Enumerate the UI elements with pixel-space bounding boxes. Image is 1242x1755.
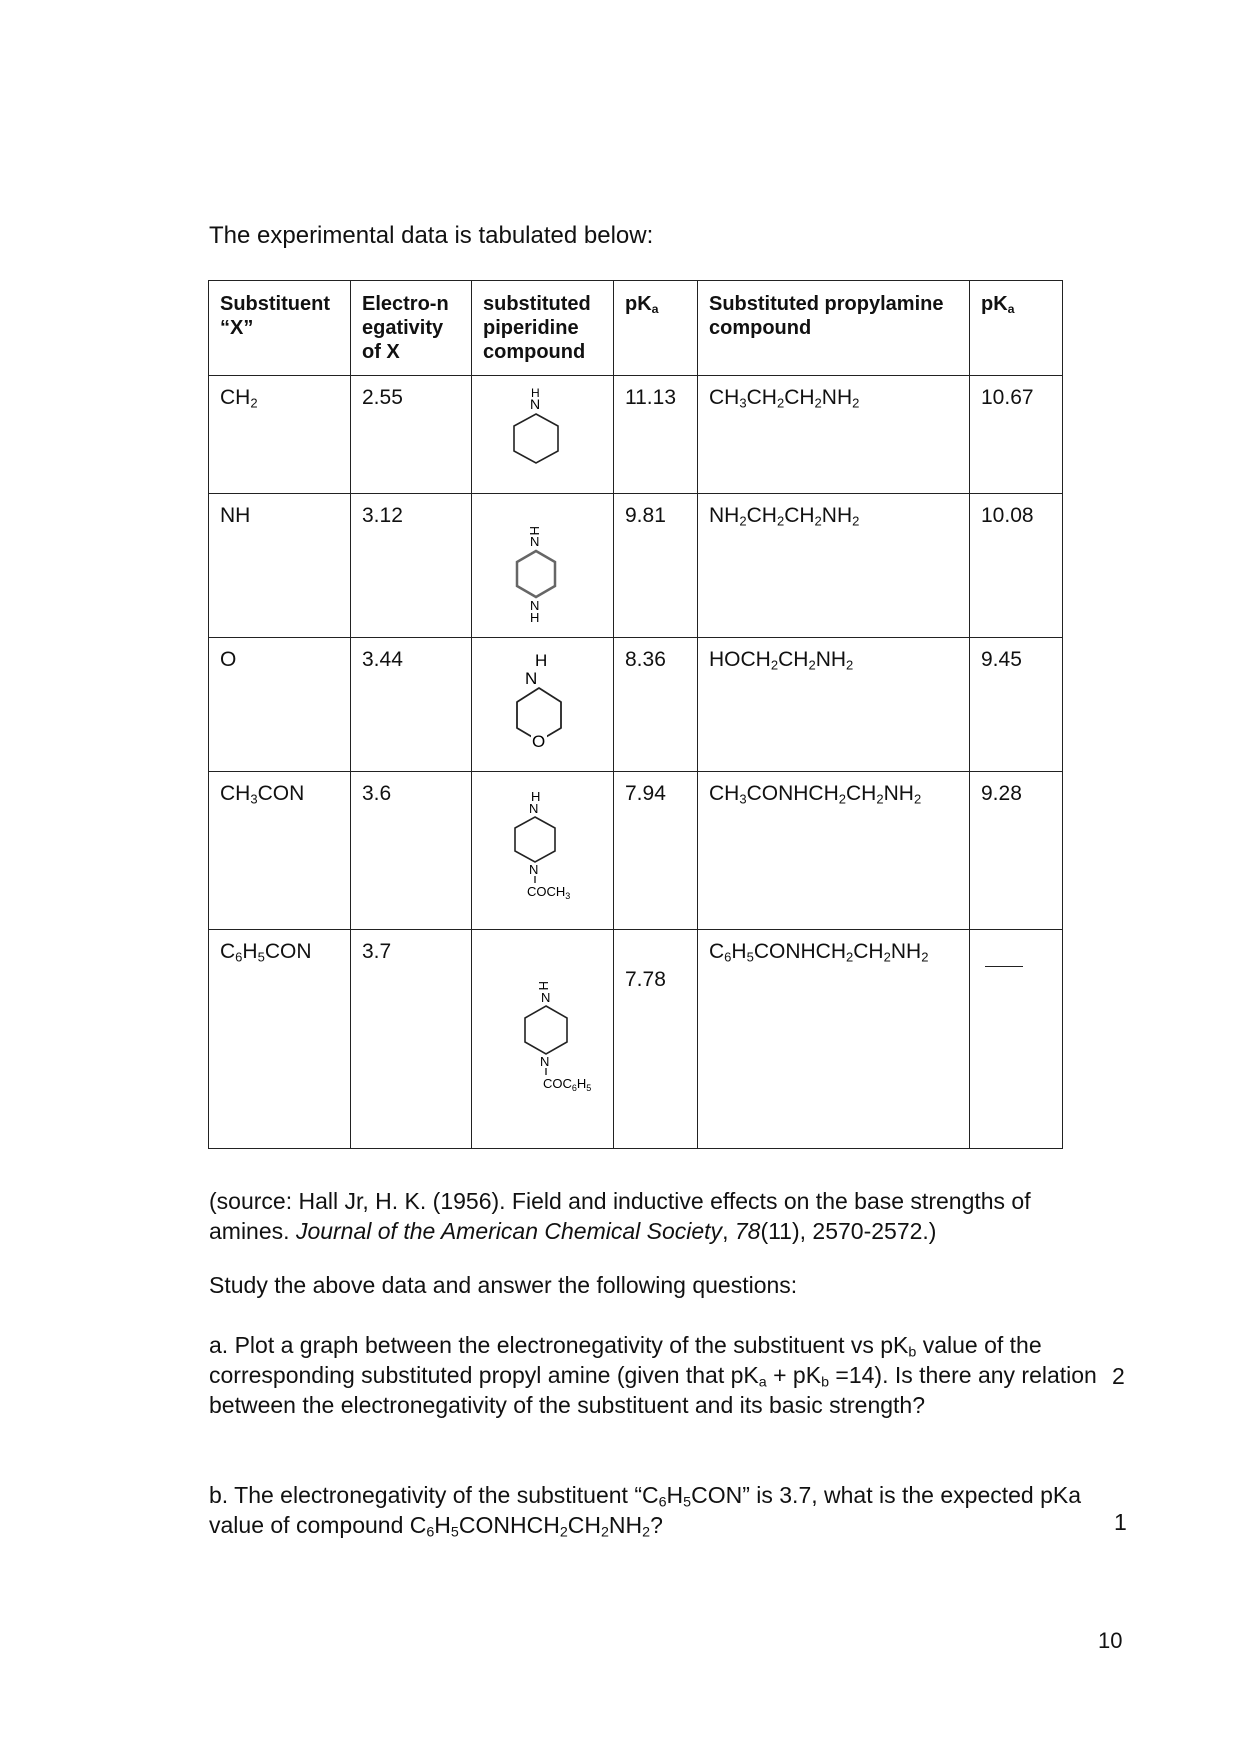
formula-sub: 2: [250, 395, 258, 411]
pka-piperidine-cell: 9.81: [614, 494, 698, 638]
question-b-text: H: [434, 1512, 451, 1538]
header-propylamine: [698, 281, 970, 376]
acyl-text: COC: [542, 1076, 572, 1091]
question-b-text: H: [666, 1482, 684, 1508]
piperazine-structure: [473, 494, 613, 636]
source-prefix: (source: Hall Jr, H. K. (1956). Field and inductive effects on the base strengths of amines.: [209, 1188, 1031, 1244]
formula-sub: 2: [770, 657, 779, 673]
formula-part: NH: [890, 940, 922, 963]
table-row: [209, 494, 1063, 638]
ring-shape: [514, 414, 558, 463]
question-a-text: value of the corresponding substituted propyl amine (given that pK: [209, 1332, 1042, 1388]
acetylpiperazine-structure-cell: [472, 772, 614, 930]
formula-part: NH: [883, 782, 914, 805]
ring-shape: [525, 1006, 567, 1054]
question-a-sub: b: [821, 1374, 829, 1391]
source-journal: Journal of the American Chemical Society: [295, 1218, 723, 1244]
formula-sub: 2: [913, 791, 922, 807]
atom-label: N: [529, 598, 539, 613]
atom-label: H: [534, 651, 547, 670]
piperazine-structure-cell: [472, 494, 614, 638]
pka-amine-cell: [970, 930, 1063, 1149]
header-substituent-line2: “X”: [220, 317, 254, 339]
header-pka-propylamine: [970, 281, 1063, 376]
atom-label: H: [530, 789, 540, 804]
question-b-sub: 2: [642, 1524, 651, 1541]
amine-cell: [698, 930, 970, 1149]
substituent-cell: [209, 930, 351, 1149]
question-b-marks: 1: [1114, 1509, 1127, 1535]
header-piperidine: [472, 281, 614, 376]
acyl-label: [527, 884, 570, 901]
formula-part: CH: [709, 386, 740, 409]
atom-label: N: [539, 1054, 549, 1069]
header-substituent: [209, 281, 351, 376]
amine-cell: [698, 772, 970, 930]
substituent-cell: [209, 376, 351, 494]
formula-part: H: [731, 940, 747, 963]
pka-amine-cell: 9.45: [970, 638, 1063, 772]
pka-amine-cell: 9.28: [970, 772, 1063, 930]
formula-part: H: [242, 940, 258, 963]
question-b-sub: 6: [426, 1524, 435, 1541]
ring-shape: [515, 817, 555, 862]
formula-part: CON: [264, 940, 312, 963]
substituent-cell: [209, 494, 351, 638]
question-b-sub: 5: [683, 1494, 692, 1511]
formula-part: CH: [784, 386, 815, 409]
atom-label: N: [529, 534, 539, 549]
benzoylpiperazine-structure-cell: [472, 930, 614, 1149]
question-b-sub: 6: [658, 1494, 667, 1511]
header-prop-line2: compound: [709, 317, 812, 339]
question-b-text: ?: [650, 1512, 663, 1538]
formula-sub: 2: [814, 513, 822, 529]
formula-part: NH: [220, 504, 251, 527]
acyl-sub: 6: [571, 1083, 577, 1093]
header-pip-line1: substituted: [483, 293, 591, 315]
formula-part: O: [220, 648, 237, 671]
formula-sub: 6: [724, 949, 732, 965]
formula-sub: 2: [852, 513, 860, 529]
formula-sub: 3: [739, 395, 747, 411]
formula-sub: 2: [776, 395, 785, 411]
header-prop-line1: Substituted propylamine: [709, 293, 944, 315]
formula-sub: 5: [257, 949, 265, 965]
question-b-text: CH: [567, 1512, 601, 1538]
formula-sub: 3: [250, 791, 258, 807]
benzoylpiperazine-structure: [473, 930, 613, 1146]
pka-piperidine-cell: 7.94: [614, 772, 698, 930]
header-pka: pK: [625, 293, 652, 315]
formula-part: NH: [815, 648, 847, 671]
pka-piperidine-cell: [614, 930, 698, 1149]
question-b-sub: 2: [559, 1524, 568, 1541]
question-a-text: + pK: [766, 1362, 822, 1388]
electronegativity-cell: 3.7: [351, 930, 472, 1149]
formula-sub: 2: [739, 513, 747, 529]
formula-sub: 2: [776, 513, 785, 529]
acetylpiperazine-structure: [473, 772, 613, 928]
study-instruction: Study the above data and answer the following questions:: [209, 1272, 798, 1298]
morpholine-structure-cell: [472, 638, 614, 772]
formula-sub: 2: [883, 949, 891, 965]
header-pka2-sub: a: [1007, 302, 1015, 317]
acyl-text: H: [576, 1076, 586, 1091]
electronegativity-cell: 2.55: [351, 376, 472, 494]
formula-part: CH: [846, 782, 877, 805]
formula-sub: 2: [846, 657, 854, 673]
formula-part: HOCH: [709, 648, 771, 671]
source-volume: 78: [734, 1218, 761, 1244]
atom-label: H: [526, 526, 542, 536]
atom-label: H: [530, 386, 540, 400]
question-a-sub: b: [908, 1344, 917, 1361]
piperidine-structure: [473, 376, 613, 492]
formula-sub: 2: [921, 949, 929, 965]
header-pka-piperidine: [614, 281, 698, 376]
question-b-sub: 5: [450, 1524, 459, 1541]
electronegativity-cell: 3.12: [351, 494, 472, 638]
header-pka2: pK: [981, 293, 1008, 315]
header-en-line1: Electro-n: [362, 293, 449, 315]
table-row: [209, 772, 1063, 930]
atom-label: N: [528, 862, 538, 877]
formula-part: C: [220, 940, 236, 963]
atom-label: N: [528, 801, 538, 816]
formula-part: CONHCH: [746, 782, 839, 805]
question-b-sub: 2: [600, 1524, 609, 1541]
electronegativity-cell: 3.6: [351, 772, 472, 930]
table-row: [209, 638, 1063, 772]
pka-amine-cell: 10.67: [970, 376, 1063, 494]
dash-line: [985, 966, 1023, 967]
question-a-text: =14). Is there any relation between the electronegativity of the substituent and its basic strength?: [209, 1362, 1097, 1418]
formula-part: CH: [709, 782, 740, 805]
formula-part: CONHCH: [753, 940, 847, 963]
formula-sub: 2: [876, 791, 884, 807]
header-electronegativity: [351, 281, 472, 376]
table-header-row: [209, 281, 1063, 376]
morpholine-structure: [473, 638, 613, 770]
formula-sub: 2: [814, 395, 822, 411]
formula-sub: 3: [739, 791, 747, 807]
atom-label: H: [529, 610, 539, 625]
header-pip-line2: piperidine: [483, 317, 579, 339]
formula-sub: 5: [746, 949, 754, 965]
source-citation: [209, 1186, 1109, 1246]
question-b-text: NH: [608, 1512, 643, 1538]
table-row: [209, 930, 1063, 1149]
header-pip-line3: compound: [483, 341, 586, 363]
atom-label: O: [531, 732, 545, 751]
acyl-label: [543, 1076, 591, 1093]
formula-sub: 2: [852, 395, 860, 411]
amine-cell: [698, 376, 970, 494]
header-en-line3: of X: [362, 341, 400, 363]
formula-part: CH: [746, 386, 777, 409]
formula-sub: 6: [235, 949, 243, 965]
table-row: [209, 376, 1063, 494]
formula-part: CH: [784, 504, 815, 527]
acyl-sub: 5: [585, 1083, 591, 1093]
pka-amine-cell: 10.08: [970, 494, 1063, 638]
question-b-text: CONHCH: [458, 1512, 560, 1538]
formula-sub: 2: [838, 791, 847, 807]
question-b: [209, 1480, 1109, 1540]
formula-part: C: [709, 940, 725, 963]
formula-sub: 2: [808, 657, 816, 673]
amine-cell: [698, 638, 970, 772]
formula-part: CH: [220, 782, 251, 805]
acyl-sub: 3: [564, 891, 570, 901]
pka-piperidine-cell: 8.36: [614, 638, 698, 772]
question-a-marks: 2: [1112, 1363, 1125, 1389]
atom-label: N: [529, 396, 540, 412]
question-a-text: a. Plot a graph between the electronegativity of the substituent vs pK: [209, 1332, 909, 1358]
pka-value: 7.78: [625, 968, 666, 991]
atom-label: N: [524, 669, 537, 688]
question-a: [209, 1330, 1109, 1420]
header-en-line2: egativity: [362, 317, 444, 339]
formula-part: CH: [220, 386, 251, 409]
formula-part: NH: [821, 386, 853, 409]
acyl-text: COCH: [526, 884, 565, 899]
atom-label: N: [540, 990, 550, 1005]
header-pka-sub: a: [651, 302, 659, 317]
question-b-text: b. The electronegativity of the substituent “C: [209, 1482, 659, 1508]
formula-part: NH: [821, 504, 853, 527]
question-a-sub: a: [758, 1374, 767, 1391]
electronegativity-cell: 3.44: [351, 638, 472, 772]
intro-text: The experimental data is tabulated below:: [209, 222, 654, 249]
formula-part: CH: [853, 940, 884, 963]
formula-part: CON: [257, 782, 305, 805]
substituent-cell: [209, 772, 351, 930]
source-suffix: (11), 2570-2572.): [760, 1218, 937, 1244]
formula-part: CH: [746, 504, 777, 527]
substituent-cell: [209, 638, 351, 772]
amine-cell: [698, 494, 970, 638]
pka-piperidine-cell: 11.13: [614, 376, 698, 494]
question-b-text: CON” is 3.7, what is the expected pKa value of compound C: [209, 1482, 1082, 1538]
page-number: 10: [1098, 1628, 1123, 1653]
ring-shape: [517, 551, 555, 597]
header-substituent-line1: Substituent: [220, 293, 330, 315]
formula-part: NH: [709, 504, 740, 527]
piperidine-structure-cell: [472, 376, 614, 494]
source-mid: ,: [722, 1218, 735, 1244]
formula-part: CH: [778, 648, 809, 671]
data-table: [208, 280, 1063, 1149]
atom-label: H: [535, 981, 551, 991]
formula-sub: 2: [846, 949, 854, 965]
